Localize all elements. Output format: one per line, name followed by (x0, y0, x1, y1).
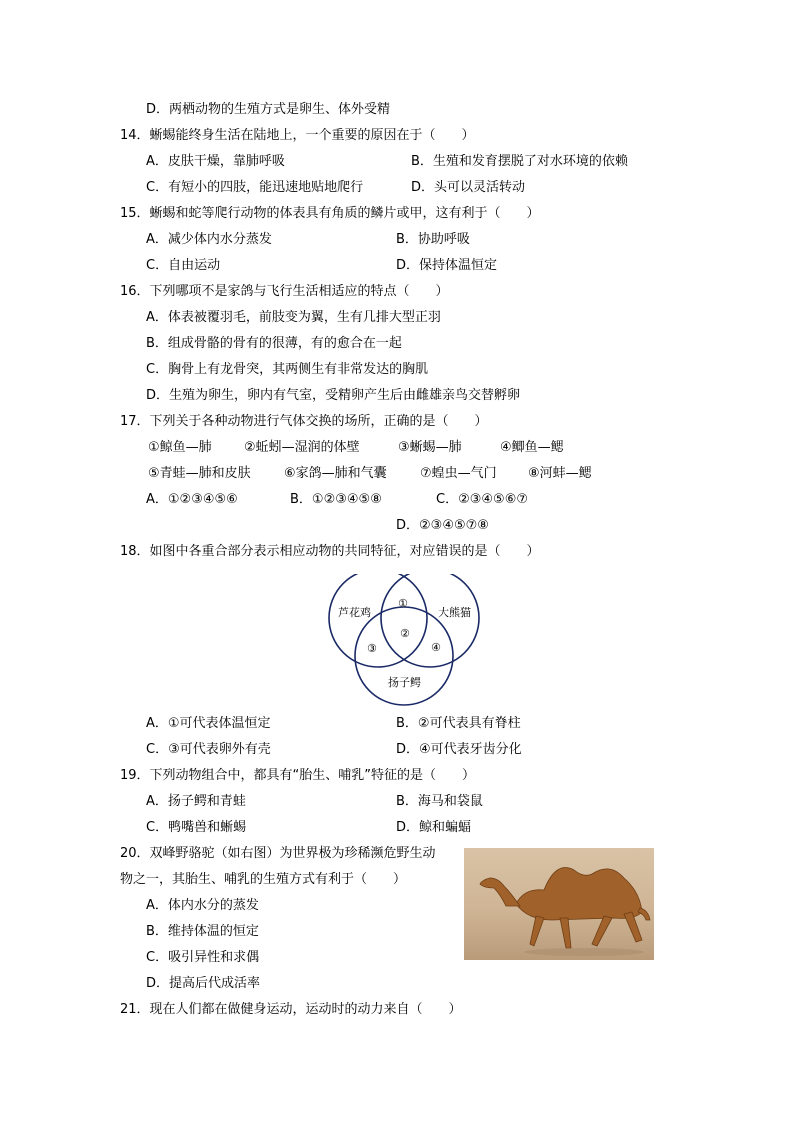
camel-photo (464, 848, 654, 960)
q19-option-a: A．扬子鳄和青蛙 (146, 794, 246, 809)
q20-option-d: D．提高后代成活率 (146, 976, 261, 991)
venn-circle-bottom (355, 607, 453, 705)
q18-option-a: A．①可代表体温恒定 (146, 716, 271, 731)
venn-label-bottom: 扬子鳄 (388, 676, 421, 689)
q16-option-a: A．体表被覆羽毛，前肢变为翼，生有几排大型正羽 (146, 310, 441, 325)
q15-option-c: C．自由运动 (146, 258, 221, 273)
q16-option-c: C．胸骨上有龙骨突，其两侧生有非常发达的胸肌 (146, 362, 429, 377)
q20-option-b: B．维持体温的恒定 (146, 924, 259, 939)
venn-label-left: 芦花鸡 (338, 606, 371, 619)
q17-option-c: C．②③④⑤⑥⑦ (436, 492, 529, 507)
q17-item-7: ⑦蝗虫—气门 (420, 466, 497, 481)
q17-option-b: B．①②③④⑤⑧ (290, 492, 382, 507)
q19-stem: 19．下列动物组合中，都具有“胎生、哺乳”特征的是（ ） (120, 768, 476, 783)
q15-stem: 15．蜥蜴和蛇等爬行动物的体表具有角质的鳞片或甲，这有利于（ ） (120, 206, 540, 221)
q14-option-b: B．生殖和发育摆脱了对水环境的依赖 (411, 154, 628, 169)
q13-option-d: D．两栖动物的生殖方式是卵生、体外受精 (146, 102, 391, 117)
q16-stem: 16．下列哪项不是家鸽与飞行生活相适应的特点（ ） (120, 284, 449, 299)
q19-option-c: C．鸭嘴兽和蜥蜴 (146, 820, 247, 835)
q14-option-d: D．头可以灵活转动 (411, 180, 526, 195)
q17-item-8: ⑧河蚌—鳃 (528, 466, 592, 481)
q17-item-1: ①鲸鱼—肺 (148, 440, 212, 455)
q15-option-b: B．协助呼吸 (396, 232, 470, 247)
venn-circle-right (381, 574, 479, 667)
q20-option-a: A．体内水分的蒸发 (146, 898, 259, 913)
q14-stem: 14．蜥蜴能终身生活在陆地上，一个重要的原因在于（ ） (120, 128, 475, 143)
q19-option-b: B．海马和袋鼠 (396, 794, 483, 809)
q17-item-4: ④鲫鱼—鳃 (500, 440, 564, 455)
venn-region-4: ④ (431, 641, 441, 654)
q20-option-c: C．吸引异性和求偶 (146, 950, 260, 965)
q20-stem-line-1: 20．双峰野骆驼（如右图）为世界极为珍稀濒危野生动 (120, 846, 436, 861)
venn-region-2: ② (400, 627, 410, 640)
q17-option-a: A．①②③④⑤⑥ (146, 492, 238, 507)
venn-region-3: ③ (367, 642, 377, 655)
q18-option-d: D．④可代表牙齿分化 (396, 742, 522, 757)
q17-stem: 17．下列关于各种动物进行气体交换的场所，正确的是（ ） (120, 414, 488, 429)
q16-option-d: D．生殖为卵生，卵内有气室，受精卵产生后由雌雄亲鸟交替孵卵 (146, 388, 521, 403)
venn-label-right: 大熊猫 (438, 606, 471, 619)
camel-shadow (524, 948, 644, 956)
q17-item-3: ③蜥蜴—肺 (398, 440, 462, 455)
q17-option-d: D．②③④⑤⑦⑧ (396, 518, 489, 533)
q18-option-b: B．②可代表具有脊柱 (396, 716, 521, 731)
venn-circle-left (329, 574, 427, 667)
q15-option-a: A．减少体内水分蒸发 (146, 232, 272, 247)
q19-option-d: D．鲸和蝙蝠 (396, 820, 472, 835)
venn-region-1: ① (398, 597, 408, 610)
q20-stem-line-2: 物之一，其胎生、哺乳的生殖方式有利于（ ） (120, 872, 407, 887)
q21-stem: 21．现在人们都在做健身运动，运动时的动力来自（ ） (120, 1002, 462, 1017)
q16-option-b: B．组成骨骼的骨有的很薄，有的愈合在一起 (146, 336, 402, 351)
q14-option-c: C．有短小的四肢，能迅速地贴地爬行 (146, 180, 364, 195)
venn-diagram (322, 574, 486, 706)
q15-option-d: D．保持体温恒定 (396, 258, 498, 273)
q17-item-5: ⑤青蛙—肺和皮肤 (148, 466, 251, 481)
q14-option-a: A．皮肤干燥，靠肺呼吸 (146, 154, 285, 169)
q18-option-c: C．③可代表卵外有壳 (146, 742, 271, 757)
q18-stem: 18．如图中各重合部分表示相应动物的共同特征，对应错误的是（ ） (120, 544, 540, 559)
q17-item-6: ⑥家鸽—肺和气囊 (284, 466, 387, 481)
q17-item-2: ②蚯蚓—湿润的体壁 (244, 440, 360, 455)
